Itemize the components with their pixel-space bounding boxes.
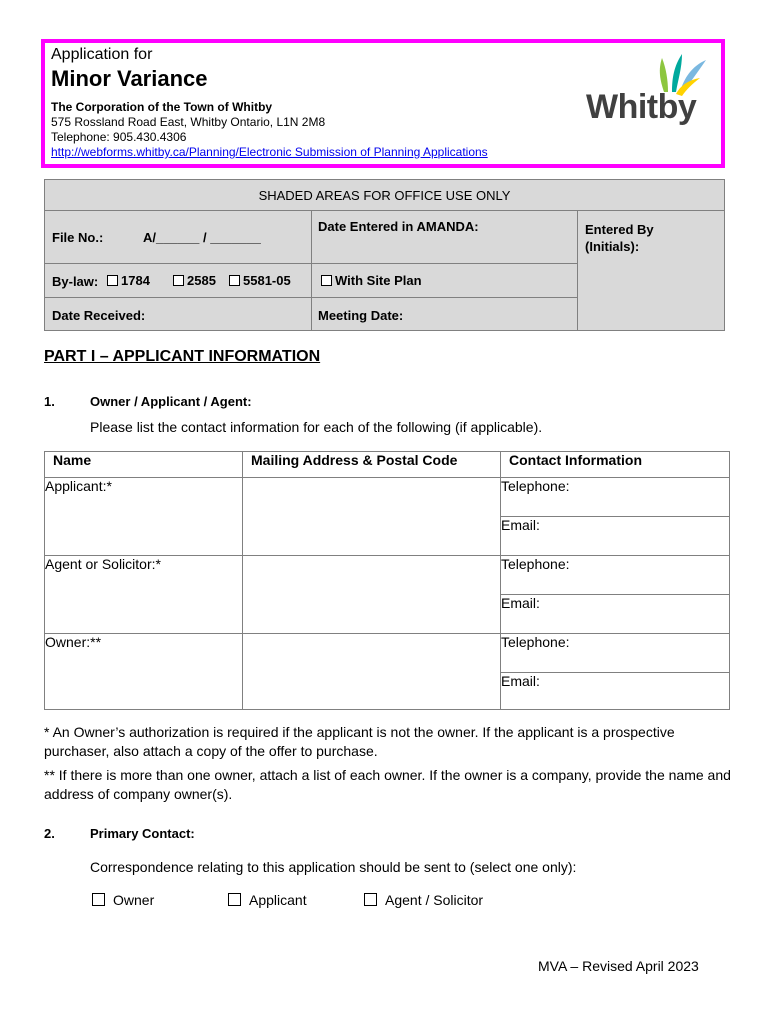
q1-number: 1. [44,394,55,409]
org-telephone: Telephone: 905.430.4306 [51,130,187,144]
entered-by-cell[interactable] [577,210,725,331]
site-plan-cell [311,263,578,298]
q2-instructions: Correspondence relating to this application should be sent to (select one only): [90,859,577,875]
date-entered-cell[interactable] [311,210,578,264]
submission-link[interactable]: http://webforms.whitby.ca/Planning/Electronic Submission of Planning Applications [51,145,488,159]
checkbox-icon[interactable] [173,275,184,286]
contact-table [44,451,730,710]
part-1-title: PART I – APPLICANT INFORMATION [44,348,321,365]
bylaw-option-2585[interactable]: 2585 [173,273,216,288]
whitby-logo-text: Whitby [586,88,697,126]
bylaw-cell [44,263,312,298]
q2-label: Primary Contact: [90,826,195,841]
checkbox-icon[interactable] [107,275,118,286]
agent-telephone-field[interactable]: Telephone: [501,556,730,595]
col-header-name: Name [45,452,243,478]
primary-contact-agent-option[interactable]: Agent / Solicitor [364,892,483,908]
owner-telephone-field[interactable]: Telephone: [501,634,730,673]
note-multiple-owners: ** If there is more than one owner, attach a list of each owner. If the owner is a company, provide the name and address of company owner(s). [44,767,731,802]
primary-contact-owner-option[interactable]: Owner [92,892,154,908]
bylaw-option-1784[interactable]: 1784 [107,273,150,288]
applicant-telephone-field[interactable]: Telephone: [501,478,730,517]
entered-by-label: Entered By (Initials): [585,222,654,254]
applicant-address-field[interactable] [243,478,501,556]
primary-contact-applicant-option[interactable]: Applicant [228,892,307,908]
file-no-format: A/______ / _______ [143,230,261,245]
org-name: The Corporation of the Town of Whitby [51,100,273,114]
agent-address-field[interactable] [243,556,501,634]
checkbox-icon[interactable] [321,275,332,286]
date-entered-label: Date Entered in AMANDA: [318,219,479,234]
checkbox-icon[interactable] [364,893,377,906]
bylaw-label: By-law: [52,274,99,289]
site-plan-option[interactable]: With Site Plan [321,273,422,288]
revision-footer: MVA – Revised April 2023 [538,958,699,974]
agent-email-field[interactable]: Email: [501,595,730,634]
q2-number: 2. [44,826,55,841]
q1-label: Owner / Applicant / Agent: [90,394,252,409]
bylaw-option-5581-05[interactable]: 5581-05 [229,273,291,288]
file-no-label: File No.: [52,230,104,245]
checkbox-icon[interactable] [229,275,240,286]
pre-title: Application for [51,46,153,63]
checkbox-icon[interactable] [228,893,241,906]
meeting-date-label: Meeting Date: [318,308,404,323]
table-row-agent-name[interactable]: Agent or Solicitor:* [45,556,243,634]
q1-instructions: Please list the contact information for each of the following (if applicable). [90,419,543,435]
org-address: 575 Rossland Road East, Whitby Ontario, L1N 2M8 [51,115,326,129]
date-received-cell[interactable] [44,297,312,331]
applicant-email-field[interactable]: Email: [501,517,730,556]
note-owner-authorization: * An Owner’s authorization is required if the applicant is not the owner. If the applicant is a prospective purchaser, also attach a copy of the offer to purchase. [44,724,675,759]
table-row-applicant-name[interactable]: Applicant:* [45,478,243,556]
office-use-heading: SHADED AREAS FOR OFFICE USE ONLY [44,179,725,211]
page-title: Minor Variance [51,66,208,91]
owner-address-field[interactable] [243,634,501,710]
col-header-contact: Contact Information [501,452,730,478]
col-header-address: Mailing Address & Postal Code [243,452,501,478]
file-no-cell[interactable] [44,210,312,264]
owner-email-field[interactable]: Email: [501,673,730,710]
meeting-date-cell[interactable] [311,297,578,331]
date-received-label: Date Received: [52,308,146,323]
checkbox-icon[interactable] [92,893,105,906]
table-row-owner-name[interactable]: Owner:** [45,634,243,710]
